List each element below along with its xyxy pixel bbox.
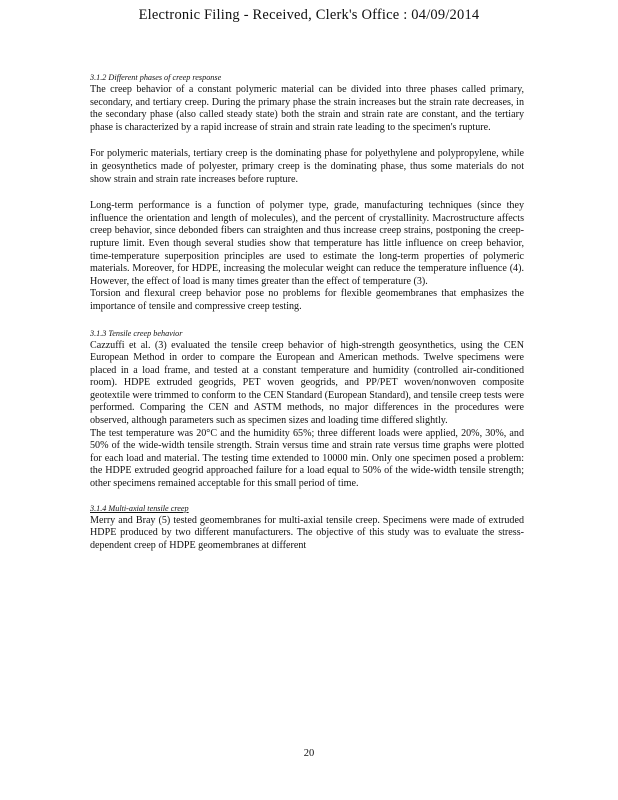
- document-body: [90, 72, 524, 552]
- section-heading-3-1-2: 3.1.2 Different phases of creep response: [90, 73, 222, 82]
- paragraph-test-temperature: The test temperature was 20°C and the humidity 65%; three different loads were applied, 20%, 30%, and 50% of the wide-width tensile strength. Strain versus time and strain rate versus time graphs were plotted for each load and material. The testing time extended to 10000 min. Only one specimen posed a problem: the HDPE extruded geogrid approached failure for a load equal to 50% of the wide-width tensile strength; other specimens remained acceptable for this small period of time.: [90, 427, 524, 490]
- paragraph-polymeric-materials: For polymeric materials, tertiary creep is the dominating phase for polyethylene and polypropylene, while in geosynthetics made of polyester, primary creep is the dominating phase, thus some materials do not show strain and strain rate increases before rupture.: [90, 148, 524, 185]
- filing-header: Electronic Filing - Received, Clerk's Office : 04/09/2014: [138, 7, 480, 23]
- section-heading-3-1-4: 3.1.4 Multi-axial tensile creep: [90, 503, 189, 513]
- paragraph-cazzuffi: Cazzuffi et al. (3) evaluated the tensile creep behavior of high-strength geosynthetics, using the CEN European Method in order to compare the European and American methods. Twelve specimens were placed in a load frame, and tested at a constant temperature and humidity (controlled air-conditioned room). HDPE extruded geogrids, PET woven geogrids, and PP/PET woven/nonwoven composite geotextile were trimmed to conform to the CEN Standard (European Standard), and tensile creep tests were performed. Comparing the CEN and ASTM methods, no major differences in the procedures were observed, although parameters such as specimen sizes and loading time differed slightly.: [90, 339, 524, 427]
- paragraph-torsion-flexural: Torsion and flexural creep behavior pose no problems for flexible geomembranes that emphasizes the importance of tensile and compressive creep testing.: [90, 288, 524, 312]
- paragraph-merry-bray: Merry and Bray (5) tested geomembranes for multi-axial tensile creep. Specimens were made of extruded HDPE produced by two different manufacturers. The objective of this study was to evaluate the stress-dependent creep of HDPE geomembranes at different: [90, 514, 524, 551]
- section-heading-3-1-3: 3.1.3 Tensile creep behavior: [90, 328, 183, 338]
- paragraph-creep-phases: The creep behavior of a constant polymeric material can be divided into three phases called primary, secondary, and tertiary creep. During the primary phase the strain increases but the strain rate decreases, in the secondary phase (also called steady state) both the strain and strain rate are constant, and the tertiary phase is characterized by a rapid increase of strain and strain rate leading to the specimen's rupture.: [90, 84, 524, 133]
- page-number: 20: [303, 748, 315, 759]
- paragraph-long-term-performance: Long-term performance is a function of polymer type, grade, manufacturing techniques (since they influence the orientation and length of molecules), and the percent of crystallinity. Macrostructure affects creep behavior, since debonded fibers can straighten and thus increase creep strains, postponing the creep-rupture limit. Even though several studies show that temperature has little influence on creep behavior, time-temperature superposition principles are used to estimate the long-term properties of polymeric materials. Moreover, for HDPE, increasing the molecular weight can reduce the temperature influence (4). However, the effect of load is many times greater than the effect of temperature (3).: [90, 200, 524, 287]
